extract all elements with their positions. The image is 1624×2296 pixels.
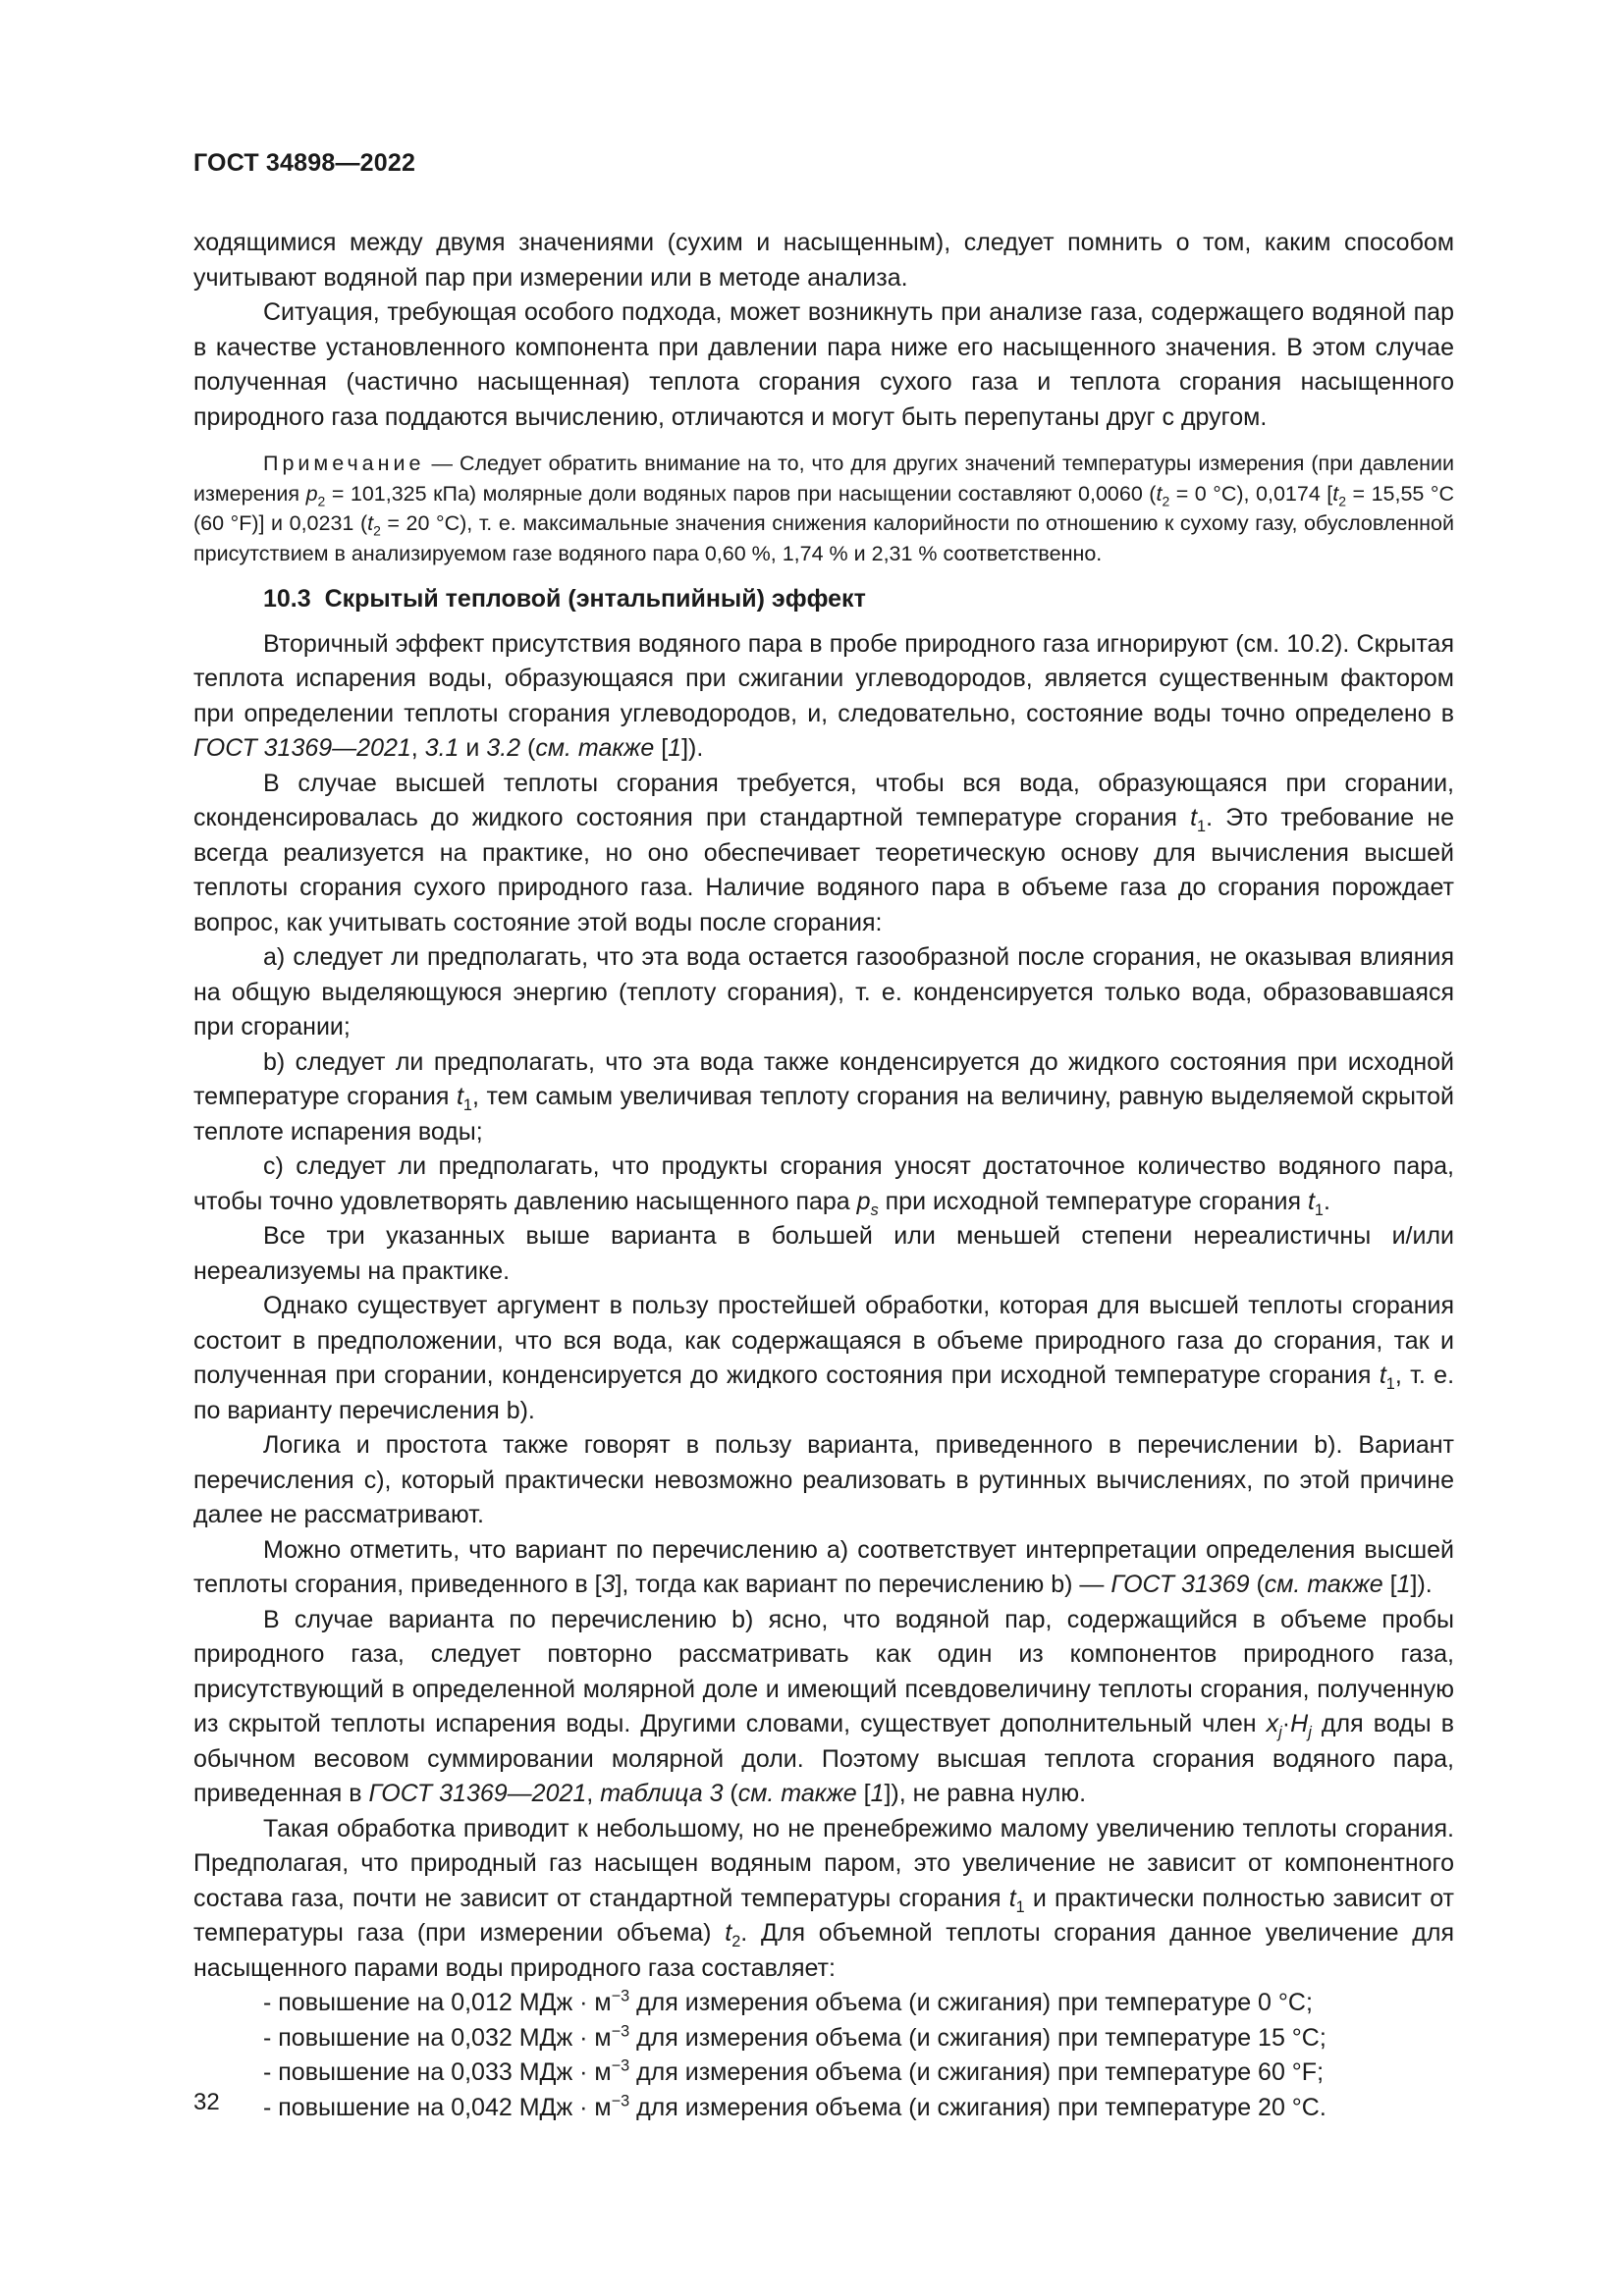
- section-title: Скрытый тепловой (энтальпийный) эффект: [324, 585, 866, 613]
- list-item: - повышение на 0,012 МДж · $м^{-3}$ для измерения объема (и сжигания) при температуре 0 °C;: [263, 1987, 1313, 2016]
- paragraph: В случае высшей теплоты сгорания требуется, чтобы вся вода, образующаяся при сгорании, сконденсировалась до жидкого состояния при стандартной температуре сгорания $t_1$. Это требование не всегда реализуется на практике, но оно обеспечивает теоретическую основу для вычисления высшей теплоты сгорания сухого природного газа. Наличие водяного пара в объеме газа до сгорания порождает вопрос, как учитывать состояние этой воды после сгорания:: [193, 769, 1454, 936]
- section-number: 10.3: [263, 585, 311, 613]
- list-item-a: a) следует ли предполагать, что эта вода остается газообразной после сгорания, не оказывая влияния на общую выделяющуюся энергию (теплоту сгорания), т. е. конденсируется только вода, образовавшаяся при сгорании;: [193, 943, 1454, 1041]
- reference: 1: [870, 1780, 885, 1807]
- page-number: 32: [193, 2089, 220, 2115]
- reference: 3.1: [424, 734, 460, 762]
- paragraph: Однако существует аргумент в пользу простейшей обработки, которая для высшей теплоты сгорания состоит в предположении, что вся вода, как содержащаяся в объеме природного газа до сгорания, так и полученная при сгорании, конденсируется до жидкого состояния при исходной температуре сгорания $t_1$, т. е. по варианту перечисления b).: [193, 1292, 1455, 1424]
- document-header: ГОСТ 34898—2022: [193, 149, 416, 177]
- reference: 3.2: [486, 734, 521, 762]
- paragraph: Логика и простота также говорят в пользу варианта, приведенного в перечислении b). Вариант перечисления c), который практически невозможно реализовать в рутинных вычислениях, по этой причине далее не рассматривают.: [193, 1431, 1454, 1528]
- paragraph: Можно отметить, что вариант по перечислению a) соответствует интерпретации определения высшей теплоты сгорания, приведенного в [3], тогда как вариант по перечислению b) — ГОСТ 31369 (см. также [1]).: [193, 1535, 1454, 1598]
- note: Примечание — Следует обратить внимание на то, что для других значений температуры измерения (при давлении измерения $p_2 = 101,325$ кПа) молярные доли водяных паров при насыщении составляют 0,0060 ($t_2 = 0$ °C), 0,0174 [$t_2 = 15,55$ °C (60 °F)] и 0,0231 ($t_2 = 20$ °C), т. е. максимальные значения снижения калорийности по отношению к сухому газу, обусловленной присутствием в анализируемом газе водяного пара 0,60 %, 1,74 % и 2,31 % соответственно.: [193, 452, 1455, 565]
- paragraph: Вторичный эффект присутствия водяного пара в пробе природного газа игнорируют (см. 10.2). Скрытая теплота испарения воды, образующаяся при сжигании углеводородов, является существенным фактором при определении теплоты сгорания углеводородов, и, следовательно, состояние воды точно определено в ГОСТ 31369—2021, 3.1 и 3.2 (см. также [1]).: [193, 629, 1454, 762]
- paragraph: Ситуация, требующая особого подхода, может возникнуть при анализе газа, содержащего водяной пар в качестве установленного компонента при давлении пара ниже его насыщенного значения. В этом случае полученная (частично насыщенная) теплота сгорания сухого газа и теплота сгорания насыщенного природного газа поддаются вычислению, отличаются и могут быть перепутаны друг с другом.: [193, 298, 1454, 431]
- list-item: - повышение на 0,033 МДж · $м^{-3}$ для измерения объема (и сжигания) при температуре 60 °F;: [263, 2056, 1325, 2086]
- reference: таблица 3: [600, 1780, 724, 1807]
- page-content: [193, 226, 1454, 2125]
- reference: ГОСТ 31369—2021: [368, 1780, 587, 1807]
- reference: ГОСТ 31369—2021: [193, 734, 411, 762]
- reference: 1: [668, 734, 682, 762]
- reference: 3: [601, 1571, 616, 1598]
- reference: ГОСТ 31369: [1110, 1571, 1250, 1598]
- list-item-b: b) следует ли предполагать, что эта вода также конденсируется до жидкого состояния при исходной температуре сгорания $t_1$, тем самым увеличивая теплоту сгорания на величину, равную выделяемой скрытой теплоте испарения воды;: [193, 1047, 1454, 1146]
- paragraph: Такая обработка приводит к небольшому, но не пренебрежимо малому увеличению теплоты сгорания. Предполагая, что природный газ насыщен водяным паром, это увеличение не зависит от компонентного состава газа, почти не зависит от стандартной температуры сгорания $t_1$ и практически полностью зависит от температуры газа (при измерении объема) $t_2$. Для объемной теплоты сгорания данное увеличение для насыщенного парами воды природного газа составляет:: [193, 1814, 1455, 1982]
- paragraph: Все три указанных выше варианта в большей или меньшей степени нереалистичны и/или нереализуемы на практике.: [193, 1222, 1454, 1285]
- paragraph: В случае варианта по перечислению b) ясно, что водяной пар, содержащийся в объеме пробы природного газа, следует повторно рассматривать как один из компонентов природного газа, присутствующий в определенной молярной доле и имеющий псевдовеличину теплоты сгорания, полученную из скрытой теплоты испарения воды. Другими словами, существует дополнительный член $x_j\cdot H_j$ для воды в обычном весовом суммировании молярной доли. Поэтому высшая теплота сгорания водяного пара, приведенная в ГОСТ 31369—2021, таблица 3 (см. также [1]), не равна нулю.: [193, 1605, 1454, 1807]
- note-label: Примечание: [263, 452, 425, 475]
- list-item: - повышение на 0,032 МДж · $м^{-3}$ для измерения объема (и сжигания) при температуре 15 °C;: [263, 2022, 1326, 2052]
- list-item-c: c) следует ли предполагать, что продукты сгорания уносят достаточное количество водяного пара, чтобы точно удовлетворять давлению насыщенного пара $p_s$ при исходной температуре сгорания $t_1$.: [193, 1152, 1454, 1219]
- reference: 1: [1396, 1571, 1411, 1598]
- section-heading: [193, 582, 1454, 617]
- list-item: - повышение на 0,042 МДж · $м^{-3}$ для измерения объема (и сжигания) при температуре 20 °C.: [263, 2092, 1326, 2121]
- paragraph-continuation: ходящимися между двумя значениями (сухим и насыщенным), следует помнить о том, каким способом учитывают водяной пар при измерении или в методе анализа.: [193, 229, 1454, 292]
